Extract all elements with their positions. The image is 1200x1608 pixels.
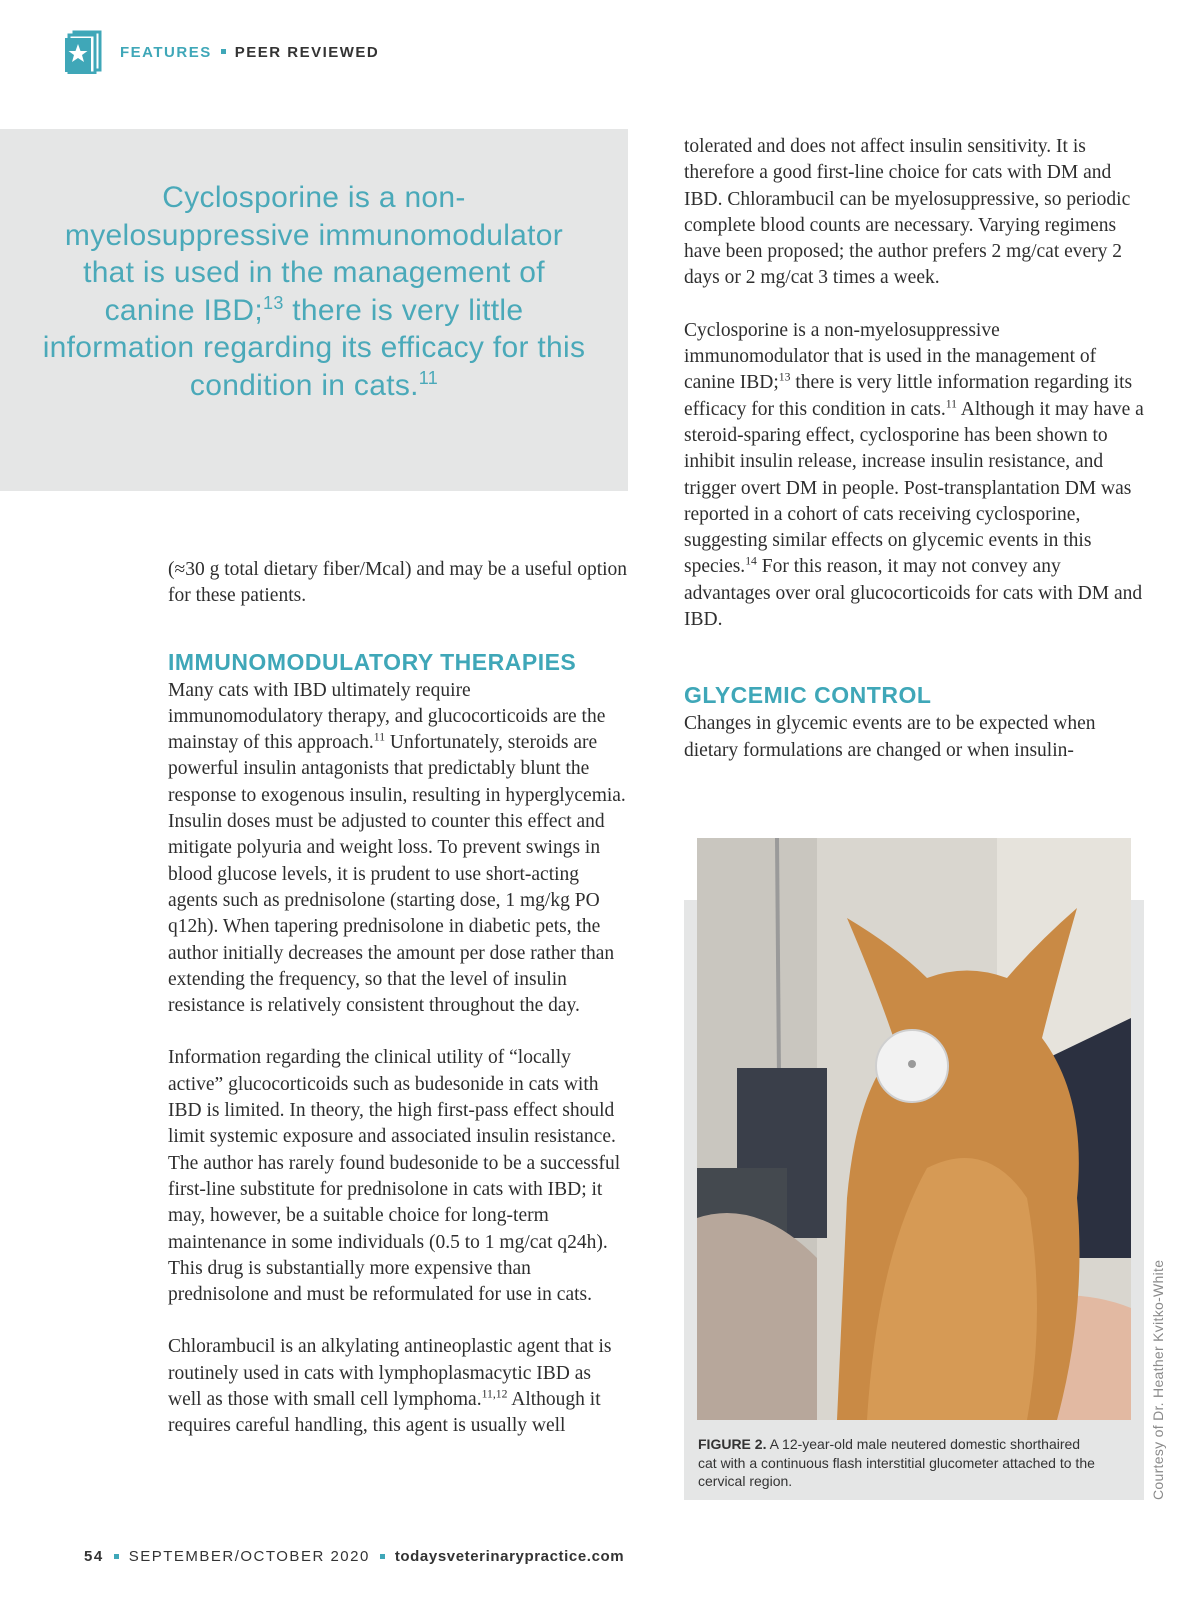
separator-dot bbox=[380, 1554, 385, 1559]
separator-dot bbox=[221, 49, 226, 54]
pull-quote-part-2: there is very little information regarding its efficacy for this condition in cats. bbox=[42, 293, 586, 402]
text-run: For this reason, it may not convey any advantages over oral glucocorticoids for cats with DM and IBD. bbox=[684, 556, 1143, 631]
paragraph bbox=[168, 678, 628, 1020]
paragraph: Information regarding the clinical utility of “locally active” glucocorticoids such as budesonide in cats with IBD is limited. In theory, the high first-pass effect should limit systemic exposure and associated insulin resistance. The author has rarely found budesonide to be a successful first-line substitute for prednisolone in cats with IBD; it may, however, be a suitable choice for long-term maintenance in some individuals (0.5 to 1 mg/cat q24h). This drug is substantially more expensive than prednisolone and must be reformulated for use in cats. bbox=[168, 1047, 621, 1306]
text-run: Although it may have a steroid-sparing effect, cyclosporine has been shown to inhibit insulin release, increase insulin resistance, and trigger overt DM in people. Post-transplantation DM was reported in a cohort of cats receiving cyclosporine, suggesting similar effects on glycemic events in this species. bbox=[684, 398, 1144, 578]
text-run: Unfortunately, steroids are powerful insulin antagonists that predictably blunt the response to exogenous insulin, resulting in hyperglycemia. Insulin doses must be adjusted to counter this effect and mitigate polyuria and weight loss. To prevent swings in blood glucose levels, it is prudent to use short-acting agents such as prednisolone (starting dose, 1 mg/kg PO q12h). When tapering prednisolone in diabetic pets, the author initially decreases the amount per dose rather than extending the frequency, so that the level of insulin resistance is relatively consistent throughout the day. bbox=[168, 732, 626, 1017]
issue-date: SEPTEMBER/OCTOBER 2020 bbox=[128, 1548, 370, 1565]
pull-quote-text bbox=[40, 179, 588, 404]
right-column bbox=[684, 134, 1144, 764]
continued-paragraph: (≈30 g total dietary fiber/Mcal) and may be a useful option for these patients. bbox=[168, 559, 628, 607]
subsection-name: PEER REVIEWED bbox=[234, 43, 380, 61]
cat-photo bbox=[697, 838, 1131, 1420]
text-run: Chlorambucil is an alkylating antineoplastic agent that is routinely used in cats with lymphoplasmacytic IBD as well as those with small cell lymphoma. bbox=[168, 1336, 612, 1411]
paragraph: tolerated and does not affect insulin sensitivity. It is therefore a good first-line choice for cats with DM and IBD. Chlorambucil can be myelosuppressive, so periodic complete blood counts are necessary. Varying regimens have been proposed; the author prefers 2 mg/cat every 2 days or 2 mg/cat 3 times a week. bbox=[684, 136, 1131, 289]
pull-quote bbox=[0, 129, 628, 491]
citation-ref: 11 bbox=[418, 367, 439, 388]
paragraph: Changes in glycemic events are to be expected when dietary formulations are changed or when insulin- bbox=[684, 713, 1096, 761]
page-number: 54 bbox=[84, 1548, 104, 1565]
figure-caption bbox=[698, 1435, 1098, 1491]
pull-quote-part-1: Cyclosporine is a non-myelosuppressive immunomodulator that is used in the management of canine IBD; bbox=[64, 181, 564, 327]
text-run: Although it requires careful handling, this agent is usually well bbox=[168, 1389, 601, 1437]
text-run: Many cats with IBD ultimately require immunomodulatory therapy, and glucocorticoids are the mainstay of this approach. bbox=[168, 679, 606, 754]
heading-glycemic-control: GLYCEMIC CONTROL bbox=[684, 682, 932, 709]
text-run: Cyclosporine is a non-myelosuppressive immunomodulator that is used in the management of canine IBD; bbox=[684, 319, 1097, 394]
citation-ref: 11,12 bbox=[481, 1387, 508, 1401]
text-run: there is very little information regarding its efficacy for this condition in cats. bbox=[684, 372, 1133, 420]
website-link[interactable]: todaysveterinarypractice.com bbox=[394, 1548, 625, 1565]
figure-label: FIGURE 2. bbox=[698, 1436, 767, 1452]
photo-credit: Courtesy of Dr. Heather Kvitko-White bbox=[1150, 1259, 1166, 1500]
cat-photo-illustration bbox=[697, 838, 1131, 1420]
left-column bbox=[168, 557, 628, 1440]
separator-dot bbox=[114, 1554, 119, 1559]
paragraph bbox=[684, 318, 1144, 634]
section-label bbox=[120, 44, 379, 61]
citation-ref: 13 bbox=[263, 292, 284, 313]
page-footer bbox=[84, 1548, 624, 1565]
section-name: FEATURES bbox=[120, 43, 212, 61]
caption-text: A 12-year-old male neutered domestic shorthaired cat with a continuous flash interstitial glucometer attached to the cervical region. bbox=[698, 1436, 1095, 1489]
citation-ref: 14 bbox=[745, 554, 757, 568]
paragraph bbox=[168, 1334, 628, 1439]
heading-immunomodulatory-therapies: IMMUNOMODULATORY THERAPIES bbox=[168, 648, 577, 675]
page-header bbox=[64, 30, 379, 74]
book-star-logo-icon bbox=[64, 30, 104, 74]
citation-ref: 11 bbox=[945, 397, 957, 411]
citation-ref: 13 bbox=[778, 370, 791, 384]
citation-ref: 11 bbox=[373, 730, 386, 744]
